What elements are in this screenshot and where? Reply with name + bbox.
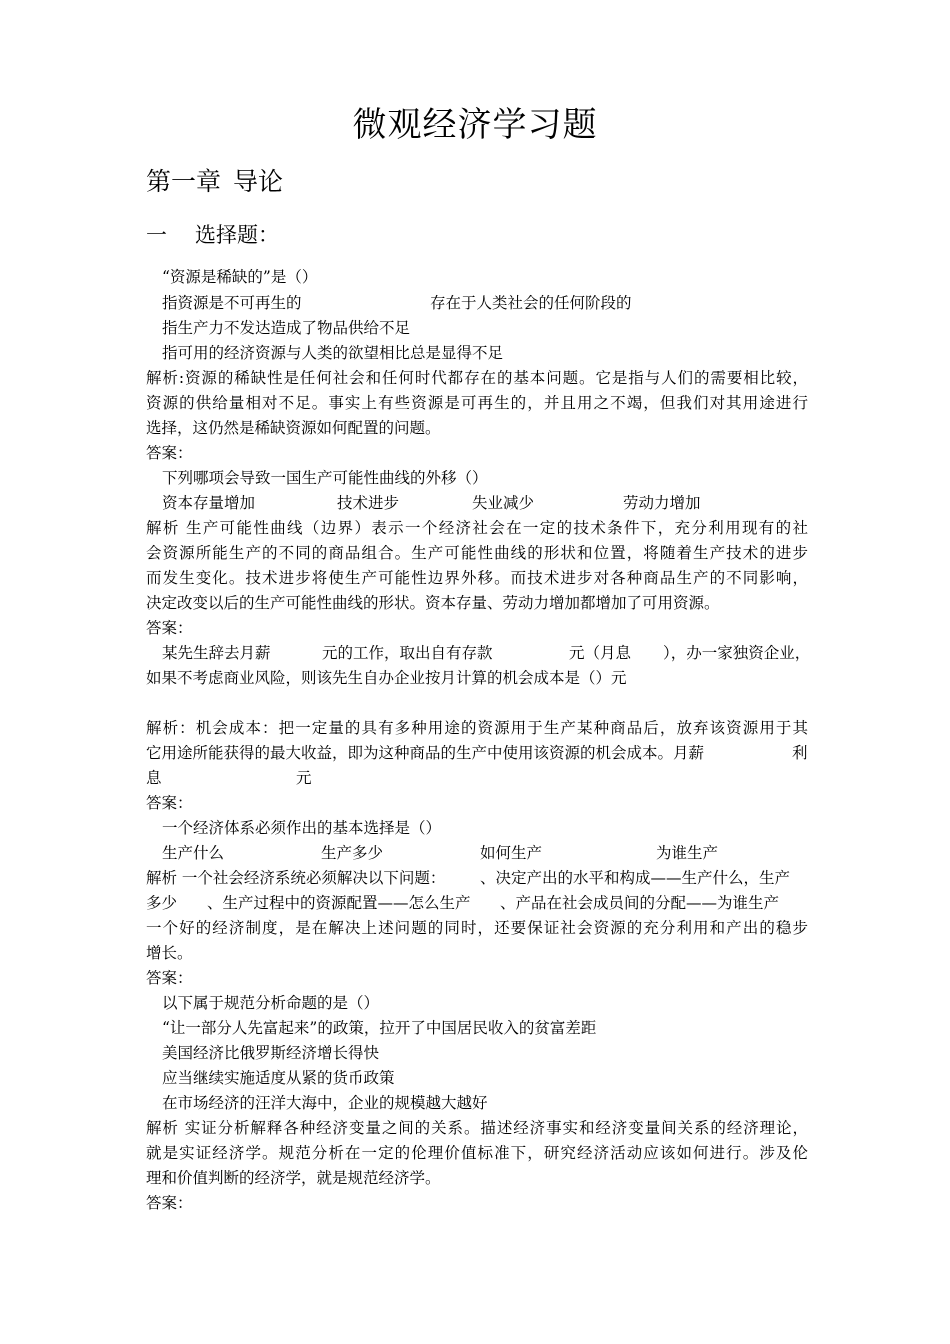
document-title: 微观经济学习题	[352, 105, 598, 145]
question-2-explanation-line: 决定改变以后的生产可能性曲线的形状。资本存量、劳动力增加都增加了可用资源。	[146, 594, 720, 612]
question-3-explanation-line: 元	[296, 769, 312, 787]
question-4-explanation-line: 、生产过程中的资源配置——怎么生产	[207, 894, 471, 912]
question-5-option-c: 应当继续实施适度从紧的货币政策	[162, 1069, 395, 1087]
question-2-option-c: 失业减少	[472, 494, 535, 512]
question-2-answer: 答案：	[146, 619, 193, 637]
section-heading	[146, 218, 279, 252]
question-3-explanation-line: 息	[146, 769, 162, 787]
question-4-explanation-line: 多少	[146, 894, 178, 912]
question-4-explanation-line: 、产品在社会成员间的分配——为谁生产	[500, 894, 780, 912]
question-4-explanation-line: 解析 一个社会经济系统必须解决以下问题：	[146, 869, 446, 887]
question-1-option-b: 存在于人类社会的任何阶段的	[430, 294, 632, 312]
question-4-answer: 答案：	[146, 969, 193, 987]
section-number: 一	[146, 223, 167, 247]
question-1-explanation-line: 解析:资源的稀缺性是任何社会和任何时代都存在的基本问题。它是指与人们的需要相比较，	[146, 369, 808, 387]
question-3-explanation-line: 利	[792, 744, 808, 762]
question-5-answer: 答案：	[146, 1194, 193, 1212]
question-4-option-d: 为谁生产	[656, 844, 719, 862]
question-1-option-a: 指资源是不可再生的	[162, 294, 302, 312]
question-1-explanation-line: 选择，这仍然是稀缺资源如何配置的问题。	[146, 419, 441, 437]
question-3-answer: 答案：	[146, 794, 193, 812]
question-3-stem: 元的工作，取出自有存款	[322, 644, 493, 662]
question-2-option-d: 劳动力增加	[623, 494, 701, 512]
chapter-name: 导论	[233, 167, 284, 196]
question-3-explanation-line: 解析：机会成本：把一定量的具有多种用途的资源用于生产某种商品后，放弃该资源用于其	[146, 719, 808, 737]
question-2-explanation-line: 解析 生产可能性曲线（边界）表示一个经济社会在一定的技术条件下，充分利用现有的社	[146, 519, 808, 537]
question-4-option-c: 如何生产	[480, 844, 543, 862]
question-5-stem: 以下属于规范分析命题的是（）	[162, 994, 380, 1012]
question-3-stem-line-2: 如果不考虑商业风险，则该先生自办企业按月计算的机会成本是（）元	[146, 669, 627, 687]
question-3-explanation-line: 它用途所能获得的最大收益，即为这种商品的生产中使用该资源的机会成本。月薪	[146, 744, 705, 762]
question-5-option-a: “让一部分人先富起来”的政策，拉开了中国居民收入的贫富差距	[162, 1019, 597, 1037]
question-5-option-d: 在市场经济的汪洋大海中，企业的规模越大越好	[162, 1094, 488, 1112]
question-5-explanation-line: 理和价值判断的经济学，就是规范经济学。	[146, 1169, 441, 1187]
question-3-stem: 某先生辞去月薪	[162, 644, 271, 662]
question-2-explanation-line: 而发生变化。技术进步将使生产可能性边界外移。而技术进步对各种商品生产的不同影响，	[146, 569, 808, 587]
question-3-stem: ），办一家独资企业，	[663, 644, 811, 662]
question-2-option-b: 技术进步	[337, 494, 400, 512]
question-4-explanation-line: 一个好的经济制度，是在解决上述问题的同时，还要保证社会资源的充分利用和产出的稳步	[146, 919, 808, 937]
question-2-stem: 下列哪项会导致一国生产可能性曲线的外移（）	[162, 469, 488, 487]
question-2-explanation-line: 会资源所能生产的不同的商品组合。生产可能性曲线的形状和位置，将随着生产技术的进步	[146, 544, 808, 562]
question-1-answer: 答案：	[146, 444, 193, 462]
question-3-stem: 元（月息	[569, 644, 632, 662]
chapter-heading	[146, 162, 283, 202]
question-4-explanation-line: 、决定产出的水平和构成——生产什么，生产	[480, 869, 791, 887]
question-1-stem: “资源是稀缺的”是（）	[162, 268, 318, 286]
question-1-option-d: 指可用的经济资源与人类的欲望相比总是显得不足	[162, 344, 504, 362]
question-5-option-b: 美国经济比俄罗斯经济增长得快	[162, 1044, 380, 1062]
question-1-option-c: 指生产力不发达造成了物品供给不足	[162, 319, 411, 337]
question-2-option-a: 资本存量增加	[162, 494, 256, 512]
question-4-stem: 一个经济体系必须作出的基本选择是（）	[162, 819, 442, 837]
chapter-number: 第一章	[146, 167, 222, 196]
question-1-explanation-line: 资源的供给量相对不足。事实上有些资源是可再生的，并且用之不竭，但我们对其用途进行	[146, 394, 808, 412]
question-4-option-b: 生产多少	[321, 844, 384, 862]
question-5-explanation-line: 就是实证经济学。规范分析在一定的伦理价值标准下，研究经济活动应该如何进行。涉及伦	[146, 1144, 808, 1162]
question-5-explanation-line: 解析 实证分析解释各种经济变量之间的关系。描述经济事实和经济变量间关系的经济理论，	[146, 1119, 808, 1137]
question-4-explanation-line: 增长。	[146, 944, 193, 962]
section-name: 选择题：	[195, 223, 279, 247]
question-4-option-a: 生产什么	[162, 844, 225, 862]
